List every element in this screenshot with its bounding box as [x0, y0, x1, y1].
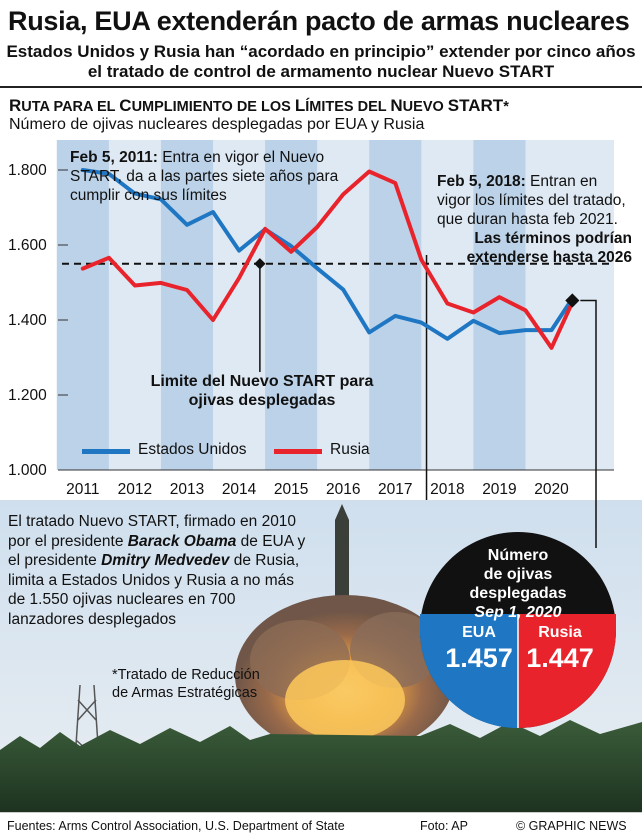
- chart-legend: [82, 440, 382, 460]
- body-medvedev: Dmitry Medvedev: [101, 552, 230, 569]
- body-obama: Barack Obama: [127, 532, 237, 550]
- annotation-2018-extension: Las términos podrían extenderse hasta 2026: [466, 230, 632, 266]
- body-part-2: de EUA y el presidente: [8, 532, 306, 569]
- ru-count-label: Rusia: [538, 624, 582, 641]
- x-tick-label: 2019: [482, 481, 517, 498]
- x-tick-label: 2018: [430, 481, 465, 498]
- footer-photo: Foto: AP: [420, 819, 468, 833]
- y-tick-label: 1.000: [8, 462, 47, 479]
- x-tick-label: 2013: [169, 481, 205, 498]
- annotation-2018: [437, 172, 632, 267]
- annotation-2011: [70, 148, 370, 205]
- y-tick-label: 1.800: [8, 162, 47, 179]
- annotation-2011-text: Entra en vigor el Nuevo START, da a las partes siete años para cumplir con sus límites: [70, 149, 339, 204]
- footer: [0, 812, 642, 838]
- legend-us-swatch: [82, 449, 130, 454]
- limit-label: [132, 372, 392, 410]
- limit-label-line2: ojivas desplegadas: [188, 392, 336, 409]
- annotation-2018-text: Entran en vigor los límites del tratado, que duran hasta feb 2021.: [437, 173, 626, 228]
- us-count-label: EUA: [462, 624, 496, 641]
- x-tick-label: 2015: [273, 481, 309, 498]
- ru-count: [520, 624, 600, 674]
- circle-title-2: de ojivas: [483, 566, 553, 583]
- circle-title-1: Número: [487, 547, 549, 564]
- us-count: [440, 624, 518, 674]
- headline: Rusia, EUA extenderán pacto de armas nucleares: [8, 6, 630, 36]
- x-tick-label: 2016: [325, 481, 361, 498]
- body-text: [8, 512, 308, 629]
- annotation-2011-date: Feb 5, 2011:: [70, 149, 158, 166]
- x-tick-label: 2012: [117, 481, 153, 498]
- legend-ru-swatch: [274, 449, 322, 454]
- circle-date: Sep 1, 2020: [474, 604, 562, 621]
- footnote: *Tratado de Reducción de Armas Estratégicas: [112, 667, 260, 701]
- y-tick-label: 1.400: [8, 312, 47, 329]
- legend-us-label: Estados Unidos: [138, 441, 247, 458]
- legend-ru-label: Rusia: [330, 441, 370, 458]
- year-band: [369, 140, 421, 470]
- circle-title: [440, 546, 596, 622]
- annotation-2018-date: Feb 5, 2018:: [437, 173, 526, 190]
- footer-credit: © GRAPHIC NEWS: [516, 819, 627, 833]
- body-part-1: El tratado Nuevo START, firmado en 2010 por el presidente: [8, 513, 297, 550]
- y-tick-label: 1.600: [8, 237, 47, 254]
- y-tick-label: 1.200: [8, 387, 47, 404]
- us-count-value: 1.457: [445, 643, 513, 673]
- x-tick-label: 2011: [66, 481, 100, 498]
- chart-subtitle: Número de ojivas nucleares desplegadas por EUA y Rusia: [9, 116, 425, 133]
- limit-label-line1: Limite del Nuevo START para: [150, 373, 374, 390]
- x-tick-label: 2014: [221, 481, 257, 498]
- x-tick-label: 2017: [378, 481, 413, 498]
- body-part-3: de Rusia, limita a Estados Unidos y Rusia a no más de 1.550 ojivas nucleares en 700 lanzadores desplegados: [8, 552, 300, 628]
- circle-title-3: desplegadas: [469, 585, 567, 602]
- x-tick-label: 2020: [534, 481, 569, 498]
- chart-title: RUTA PARA EL CUMPLIMIENTO DE LOS LÍMITES DEL NUEVO START*: [9, 96, 509, 115]
- subhead: Estados Unidos y Rusia han “acordado en principio” extender por cinco años el tratado de control de armamento nuclear Nuevo START: [6, 42, 636, 81]
- ru-count-value: 1.447: [526, 643, 594, 673]
- footer-sources: Fuentes: Arms Control Association, U.S. Department of State: [7, 819, 345, 833]
